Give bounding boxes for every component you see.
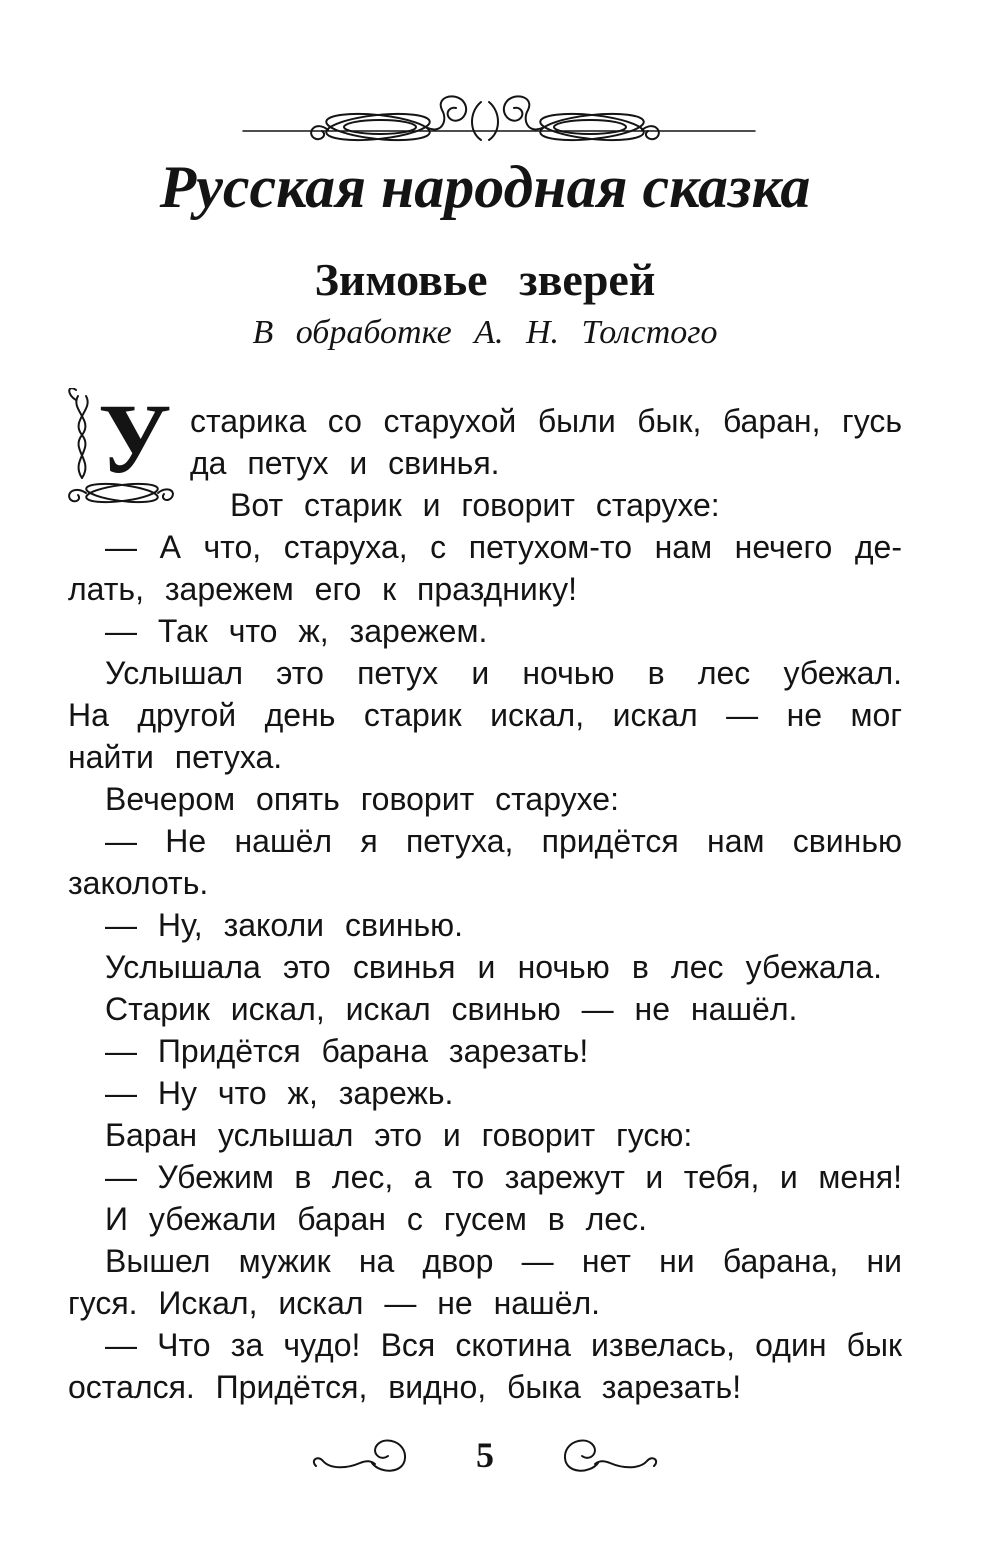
- story-body: [68, 400, 902, 1408]
- text-line: Услышал это петух и ночью в лес убежал.: [105, 655, 902, 691]
- text-line: Баран услышал это и говорит гусю:: [105, 1117, 693, 1153]
- text-line: заколоть.: [68, 865, 209, 901]
- text-line: И убежали баран с гусем в лес.: [105, 1201, 647, 1237]
- story-subtitle: В обработке А. Н. Толстого: [252, 314, 718, 351]
- braid-loop: [344, 120, 416, 134]
- top-ornament-right-half: [489, 96, 659, 144]
- text-line: найти петуха.: [68, 739, 283, 775]
- text-line: — Ну что ж, зарежь.: [105, 1075, 454, 1111]
- text-line: — Убежим в лес, а то зарежут и тебя, и меня!: [105, 1159, 902, 1195]
- text-line: Вышел мужик на двор — нет ни барана, ни: [105, 1243, 902, 1279]
- text-line: — А что, старуха, с петухом-то нам нечего де-: [105, 529, 902, 565]
- flourish-spiral: [428, 96, 466, 129]
- text-line: Вечером опять говорит старухе:: [105, 781, 619, 817]
- filigree-curl: [69, 388, 76, 400]
- text-line: — Что за чудо! Вся скотина извелась, один бык: [105, 1327, 902, 1363]
- text-line: да петух и свинья.: [190, 445, 500, 481]
- text-line: остался. Придётся, видно, быка зарезать!: [68, 1369, 742, 1405]
- text-line: — Так что ж, зарежем.: [105, 613, 488, 649]
- text-line: — Не нашёл я петуха, придётся нам свинью: [105, 823, 902, 859]
- page-number: 5: [476, 1435, 494, 1475]
- text-line: Услышала это свинья и ночью в лес убежала.: [105, 949, 882, 985]
- drop-cap-letter: У: [98, 388, 172, 494]
- text-line: Старик искал, искал свинью — не нашёл.: [105, 991, 798, 1027]
- text-line: гуся. Искал, искал — не нашёл.: [68, 1285, 601, 1321]
- text-line: старика со старухой были бык, баран, гусь: [190, 403, 902, 439]
- top-ornament-left-half: [311, 96, 481, 144]
- section-title: Русская народная сказка: [159, 154, 811, 220]
- text-line: — Придётся барана зарезать!: [105, 1033, 589, 1069]
- text-line: лать, зарежем его к празднику!: [68, 571, 578, 607]
- text-line: — Ну, заколи свинью.: [105, 907, 464, 943]
- story-title: Зимовье зверей: [314, 254, 656, 305]
- text-line: Вот старик и говорит старухе:: [230, 487, 720, 523]
- text-line: На другой день старик искал, искал — не мог: [68, 697, 902, 733]
- flourish-arc: [472, 102, 481, 140]
